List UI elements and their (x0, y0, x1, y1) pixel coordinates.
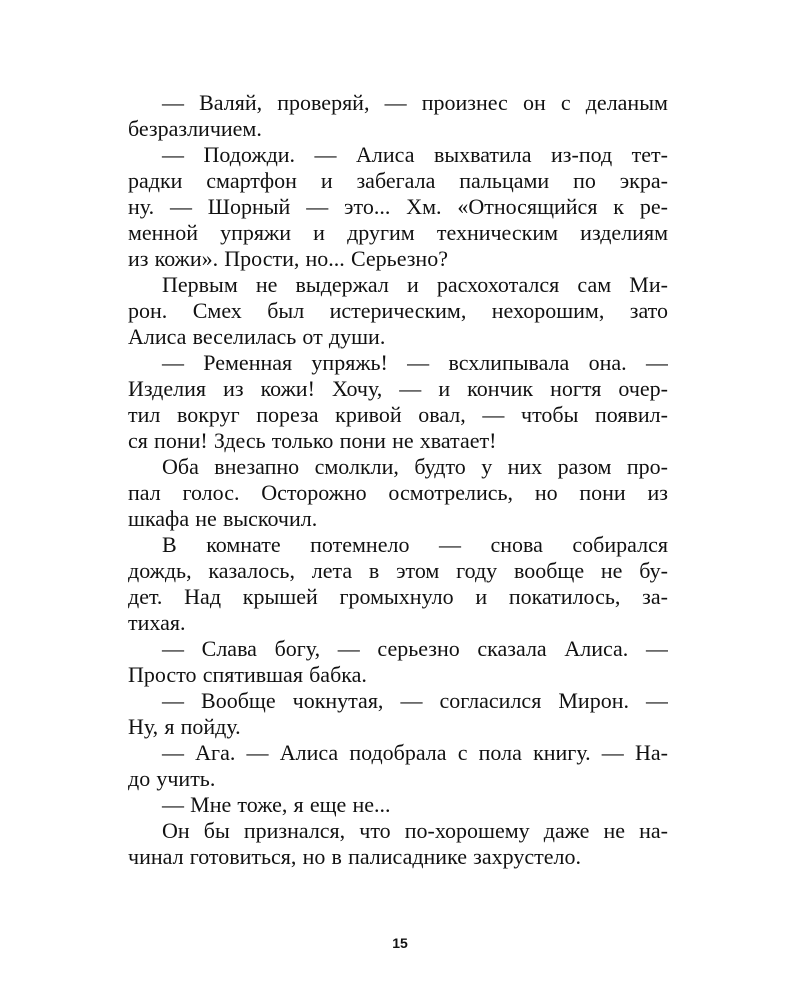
word: и (313, 220, 325, 245)
word: про- (626, 454, 668, 479)
word: Ременная (203, 350, 293, 375)
word: Ну, (128, 714, 159, 739)
word: но (302, 844, 326, 869)
word: до (128, 766, 151, 791)
word: Он (162, 818, 190, 843)
word: не (600, 558, 623, 583)
text-line (128, 662, 668, 688)
text-line (128, 220, 668, 246)
word: — (162, 90, 184, 115)
word: даже (543, 818, 590, 843)
word: сам (577, 272, 612, 297)
word: дождь, (128, 558, 192, 583)
word: менной (128, 220, 199, 245)
text-line (128, 584, 668, 610)
word: — (337, 636, 360, 661)
word: в (368, 558, 380, 583)
word: не (255, 272, 278, 297)
text-line (128, 558, 668, 584)
word: я (164, 714, 175, 739)
word: не... (352, 792, 391, 817)
word: комнате (206, 532, 281, 557)
word: шкафа (128, 506, 190, 531)
word: хватает! (419, 428, 497, 453)
word: нехорошим, (491, 298, 605, 323)
word: лета (311, 558, 353, 583)
word: — (482, 402, 505, 427)
word: богу, (274, 636, 321, 661)
word: сказала (477, 636, 547, 661)
word: я (293, 792, 304, 817)
text-line (128, 636, 668, 662)
word: — (400, 688, 423, 713)
word: в (331, 844, 342, 869)
word: бы (203, 818, 230, 843)
word: Слава (201, 636, 257, 661)
word: Осторожно (261, 480, 367, 505)
word: разом (557, 454, 612, 479)
text-line (128, 376, 668, 402)
word: ре- (639, 194, 668, 219)
word: из (647, 480, 668, 505)
word: изделиям (580, 220, 668, 245)
word: и (438, 376, 451, 401)
word: спятившая (202, 662, 303, 687)
word: Хм. (406, 194, 442, 219)
word: проверяй, (277, 90, 370, 115)
page-number: 15 (392, 935, 408, 951)
word: еще (309, 792, 347, 817)
word: и (406, 272, 419, 297)
word: Прости, (224, 246, 300, 271)
word: радки (128, 168, 183, 193)
word: смартфон (206, 168, 297, 193)
word: Оба (162, 454, 199, 479)
word: ногтя (550, 376, 602, 401)
word: них (507, 454, 543, 479)
word: ся (128, 428, 148, 453)
text-line (128, 714, 668, 740)
word: от (302, 324, 323, 349)
word: — (407, 350, 430, 375)
word: серьезно (377, 636, 460, 661)
word: — (314, 142, 337, 167)
word: тоже, (237, 792, 288, 817)
word: но... (305, 246, 345, 271)
word: это... (344, 194, 391, 219)
word: с (457, 740, 468, 765)
word: она. (588, 350, 627, 375)
word: тихая. (128, 610, 186, 635)
text-line (128, 480, 668, 506)
word: — (384, 90, 407, 115)
word: рон. (128, 298, 168, 323)
word: кожи! (260, 376, 315, 401)
word: что (359, 818, 391, 843)
word: выдержал (295, 272, 389, 297)
word: признался, (243, 818, 346, 843)
text-line (128, 272, 668, 298)
word: чтобы (521, 402, 579, 427)
word: веселилась (192, 324, 297, 349)
word: Мне (190, 792, 232, 817)
word: из (128, 246, 149, 271)
word: — (306, 194, 329, 219)
word: зато (629, 298, 668, 323)
word: Ми- (629, 272, 668, 297)
word: громыхнуло (339, 584, 454, 609)
word: и (320, 168, 333, 193)
body-text (128, 90, 668, 870)
text-line (128, 142, 668, 168)
word: чокнутая, (292, 688, 384, 713)
word: учить. (156, 766, 216, 791)
word: — (601, 740, 624, 765)
word: чинал (128, 844, 184, 869)
word: будто (414, 454, 466, 479)
text-line (128, 350, 668, 376)
word: тет- (631, 142, 668, 167)
word: тил (128, 402, 161, 427)
word: дет. (128, 584, 163, 609)
word: Алиса (279, 740, 339, 765)
word: книгу. (533, 740, 591, 765)
word: пони (579, 480, 626, 505)
word: потемнело (310, 532, 410, 557)
word: Подожди. (203, 142, 296, 167)
word: голос. (182, 480, 240, 505)
word: — (162, 350, 184, 375)
word: Вообще (201, 688, 276, 713)
word: крышей (242, 584, 318, 609)
word: — (645, 636, 668, 661)
word: у (481, 454, 493, 479)
word: Над (184, 584, 222, 609)
word: только (271, 428, 334, 453)
word: — (399, 376, 422, 401)
word: не (603, 818, 626, 843)
word: Мирон. (558, 688, 629, 713)
text-line (128, 688, 668, 714)
word: пони! (154, 428, 208, 453)
word: к (613, 194, 624, 219)
text-line (128, 402, 668, 428)
word: ну. (128, 194, 155, 219)
word: и (475, 584, 488, 609)
word: Алиса. (564, 636, 629, 661)
text-line (128, 298, 668, 324)
word: — (645, 350, 668, 375)
word: Шорный (207, 194, 291, 219)
word: — (162, 688, 184, 713)
word: казалось, (208, 558, 295, 583)
word: — (162, 636, 184, 661)
word: очер- (618, 376, 668, 401)
word: — (246, 740, 269, 765)
word: Изделия (128, 376, 207, 401)
word: согласился (439, 688, 542, 713)
word: техническим (436, 220, 559, 245)
word: пойду. (180, 714, 241, 739)
word: — (169, 194, 192, 219)
text-line (128, 818, 668, 844)
text-line (128, 610, 668, 636)
word: выскочил. (222, 506, 318, 531)
text-line (128, 194, 668, 220)
word: этом (396, 558, 440, 583)
text-line (128, 454, 668, 480)
word: выхватила (433, 142, 532, 167)
word: году (456, 558, 498, 583)
word: пал (128, 480, 161, 505)
word: расхохотался (436, 272, 560, 297)
text-line (128, 246, 668, 272)
word: экра- (619, 168, 668, 193)
word: кривой (335, 402, 402, 427)
word: «Относящийся (457, 194, 598, 219)
word: подобрала (349, 740, 447, 765)
text-line (128, 90, 668, 116)
word: упряжь! (311, 350, 388, 375)
word: палисаднике (348, 844, 467, 869)
word: из-под (551, 142, 613, 167)
word: В (162, 532, 177, 557)
word: — (162, 142, 184, 167)
text-line (128, 116, 668, 142)
word: кончик (467, 376, 534, 401)
text-line (128, 506, 668, 532)
word: появил- (594, 402, 668, 427)
word: вообще (513, 558, 585, 583)
text-line (128, 766, 668, 792)
word: вокруг (176, 402, 240, 427)
word: пони (339, 428, 386, 453)
word: был (267, 298, 305, 323)
word: деланым (585, 90, 668, 115)
word: — (646, 688, 668, 713)
word: На- (634, 740, 668, 765)
text-line (128, 740, 668, 766)
word: души. (328, 324, 386, 349)
word: пореза (256, 402, 319, 427)
word: Просто (128, 662, 197, 687)
word: — (162, 792, 184, 817)
word: снова (490, 532, 543, 557)
word: он (522, 90, 546, 115)
word: пола (478, 740, 522, 765)
word: произнес (421, 90, 508, 115)
word: Хочу, (331, 376, 383, 401)
word: готовиться, (189, 844, 297, 869)
text-line (128, 428, 668, 454)
word: осмотрелись, (388, 480, 514, 505)
text-line (128, 324, 668, 350)
word: бу- (639, 558, 668, 583)
word: из (223, 376, 244, 401)
word: всхлипывала (448, 350, 570, 375)
word: Алиса (128, 324, 187, 349)
word: безразличием. (128, 116, 262, 141)
text-line (128, 792, 668, 818)
word: истерическим, (329, 298, 467, 323)
word: смолкли, (314, 454, 399, 479)
word: овал, (418, 402, 466, 427)
word: упряжи (220, 220, 292, 245)
word: Смех (192, 298, 242, 323)
word: — (162, 740, 184, 765)
word: Ага. (195, 740, 236, 765)
word: другим (347, 220, 415, 245)
word: — (438, 532, 461, 557)
word: на- (639, 818, 668, 843)
word: кожи». (154, 246, 219, 271)
word: захрустело. (473, 844, 581, 869)
word: за- (642, 584, 668, 609)
word: с (560, 90, 571, 115)
word: по (573, 168, 596, 193)
word: Серьезно? (350, 246, 448, 271)
word: Валяй, (199, 90, 263, 115)
word: по-хорошему (404, 818, 530, 843)
text-line (128, 844, 668, 870)
text-line (128, 168, 668, 194)
word: собирался (572, 532, 668, 557)
word: Алиса (356, 142, 415, 167)
word: Здесь (213, 428, 266, 453)
word: не (195, 506, 217, 531)
word: но (534, 480, 558, 505)
word: не (392, 428, 414, 453)
word: пальцами (459, 168, 550, 193)
text-line (128, 532, 668, 558)
word: Первым (162, 272, 238, 297)
word: покатилось, (508, 584, 621, 609)
word: бабка. (309, 662, 367, 687)
word: внезапно (214, 454, 300, 479)
word: забегала (356, 168, 436, 193)
